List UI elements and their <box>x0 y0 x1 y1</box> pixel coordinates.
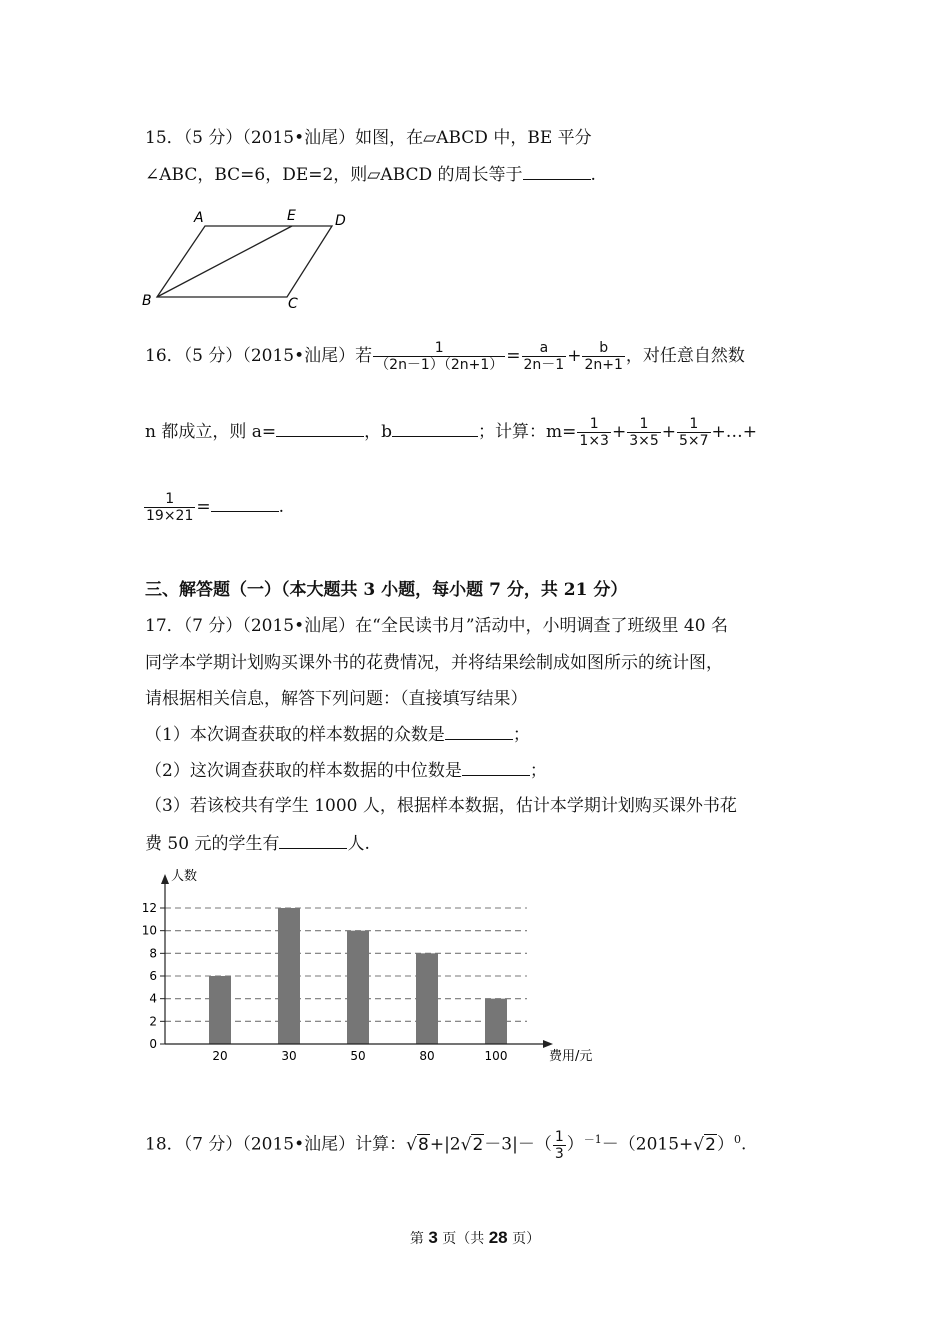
bar-20 <box>209 976 231 1044</box>
x-tick-label: 20 <box>212 1049 228 1063</box>
x-tick-label: 100 <box>484 1049 508 1063</box>
q17-sub1 <box>145 723 530 746</box>
q15-line2 <box>145 163 596 186</box>
q18-mid5: ） <box>716 1134 734 1155</box>
y-tick-label: 0 <box>149 1037 157 1051</box>
y-tick-label: 6 <box>149 969 157 983</box>
q17-sub3b <box>145 832 370 855</box>
q15-line1: 15．（5 分）（2015•汕尾）如图，在▱ABCD 中，BE 平分 <box>145 128 592 148</box>
frac-num: 1 <box>554 1128 564 1145</box>
q15-period: . <box>590 165 596 185</box>
frac-num: 1 <box>577 416 611 433</box>
bar-chart <box>135 860 605 1070</box>
frac-den: （2n－1）（2n+1） <box>375 357 504 373</box>
exponent: 0 <box>733 1133 741 1146</box>
x-axis-label: 费用/元 <box>549 1049 593 1064</box>
plus: + <box>567 346 582 366</box>
frac-num: 1 <box>627 416 661 433</box>
sqrt-8: √8 <box>406 1134 429 1155</box>
q18-mid2: －3|－（ <box>484 1134 552 1155</box>
answer-blank <box>523 163 591 180</box>
page-number: 3 <box>428 1228 438 1247</box>
answer-blank-a <box>276 420 364 437</box>
frac-den: 1×3 <box>579 433 609 449</box>
radicand: 2 <box>705 1134 716 1155</box>
q16-line2-b: ，b <box>364 422 393 442</box>
q18-mid4: －（2015+ <box>601 1134 694 1155</box>
answer-blank <box>462 759 530 776</box>
q17-sub2-end: ； <box>529 761 547 781</box>
q17-line2: 同学本学期计划购买课外书的花费情况，并将结果绘制成如图所示的统计图， <box>145 653 723 673</box>
bar-50 <box>347 931 369 1044</box>
answer-blank <box>279 832 347 849</box>
page-total: 28 <box>488 1228 508 1247</box>
q16-suffix: ，对任意自然数 <box>625 346 745 366</box>
x-tick-label: 30 <box>281 1049 297 1063</box>
fraction-4 <box>144 491 195 524</box>
answer-blank-b <box>392 420 478 437</box>
q17-sub3b-end: 人. <box>347 834 370 854</box>
radicand: 8 <box>418 1134 429 1155</box>
plus: + <box>661 422 676 442</box>
q18-mid1: +|2 <box>429 1134 461 1155</box>
fraction-3 <box>677 416 711 449</box>
page-footer <box>0 1228 950 1248</box>
section-title: 三、解答题（一）（本大题共 3 小题，每小题 7 分，共 21 分） <box>145 580 628 600</box>
q16-line2 <box>145 412 757 452</box>
q16-line2-c: ；计算：m= <box>478 422 577 442</box>
q15-line2-text: ∠ABC，BC=6，DE=2，则▱ABCD 的周长等于 <box>145 165 523 185</box>
frac-den: 3 <box>554 1145 564 1162</box>
fraction-one-third <box>553 1129 566 1162</box>
q18-mid3: ） <box>566 1134 584 1155</box>
frac-den: 19×21 <box>146 508 194 524</box>
footer-mid: 页（共 <box>437 1231 489 1247</box>
q16-line1 <box>145 336 745 376</box>
answer-blank-m <box>211 495 279 512</box>
segment-be <box>157 226 292 297</box>
q16-fraction-a <box>522 340 567 373</box>
y-axis-label: 人数 <box>171 869 198 884</box>
q17-line1: 17．（7 分）（2015•汕尾）在“全民读书月”活动中，小明调查了班级里 40 名 <box>145 616 728 636</box>
q17-sub1-text: （1）本次调查获取的样本数据的众数是 <box>145 725 445 745</box>
footer-pre: 第 <box>409 1231 429 1247</box>
q16-line2-a: n 都成立，则 a= <box>145 422 277 442</box>
q17-sub3: （3）若该校共有学生 1000 人，根据样本数据，估计本学期计划购买课外书花 <box>145 796 737 816</box>
q17-sub2-text: （2）这次调查获取的样本数据的中位数是 <box>145 761 462 781</box>
sqrt-2b: √2 <box>693 1134 716 1155</box>
y-axis-arrow <box>161 874 169 884</box>
q18-end: . <box>740 1134 747 1155</box>
q17-sub3b-text: 费 50 元的学生有 <box>145 834 280 854</box>
y-tick-label: 2 <box>149 1014 157 1029</box>
q16-period: . <box>278 497 285 517</box>
plus: + <box>611 422 627 442</box>
q17-sub2 <box>145 759 547 782</box>
y-tick-label: 10 <box>141 923 157 938</box>
fraction-2 <box>627 416 661 449</box>
fraction-1 <box>577 416 611 449</box>
bar-100 <box>485 999 507 1044</box>
parallelogram-figure <box>140 205 370 315</box>
footer-post: 页） <box>507 1231 541 1247</box>
parallelogram-abcd <box>157 226 332 297</box>
q16-fraction-b <box>582 340 624 373</box>
y-tick-label: 8 <box>149 946 157 961</box>
equals: = <box>506 346 521 366</box>
frac-den: 2n－1 <box>523 357 565 373</box>
q16-main-fraction <box>373 340 505 373</box>
q18-prefix: 18．（7 分）（2015•汕尾）计算： <box>145 1134 407 1155</box>
frac-den: 2n+1 <box>584 357 623 373</box>
exponent: －1 <box>583 1133 602 1146</box>
q17-line3: 请根据相关信息，解答下列问题：（直接填写结果） <box>145 689 528 709</box>
bar-80 <box>416 953 438 1044</box>
radicand: 2 <box>472 1134 484 1155</box>
frac-num: b <box>582 340 624 357</box>
frac-den: 5×7 <box>679 433 709 449</box>
answer-blank <box>445 723 513 740</box>
y-tick-label: 4 <box>149 991 157 1006</box>
ellipsis: +…+ <box>711 422 758 442</box>
frac-num: 1 <box>373 340 505 357</box>
x-tick-label: 50 <box>350 1049 366 1063</box>
label-e: E <box>287 208 296 224</box>
sqrt-2: √2 <box>460 1134 484 1155</box>
q17-sub1-end: ； <box>512 725 530 745</box>
q18-line <box>145 1124 746 1162</box>
q16-line3 <box>143 487 284 527</box>
bar-30 <box>278 908 300 1044</box>
label-a: A <box>194 210 204 226</box>
frac-num: 1 <box>144 491 195 508</box>
x-axis-arrow <box>543 1040 553 1048</box>
y-tick-label: 12 <box>141 901 157 915</box>
frac-num: 1 <box>677 416 711 433</box>
label-c: C <box>288 296 298 312</box>
x-tick-label: 80 <box>419 1049 435 1063</box>
label-d: D <box>335 213 346 229</box>
frac-num: a <box>522 340 567 357</box>
q16-prefix: 16．（5 分）（2015•汕尾）若 <box>145 346 373 366</box>
equals: = <box>196 497 211 517</box>
label-b: B <box>142 293 152 309</box>
frac-den: 3×5 <box>629 433 659 449</box>
